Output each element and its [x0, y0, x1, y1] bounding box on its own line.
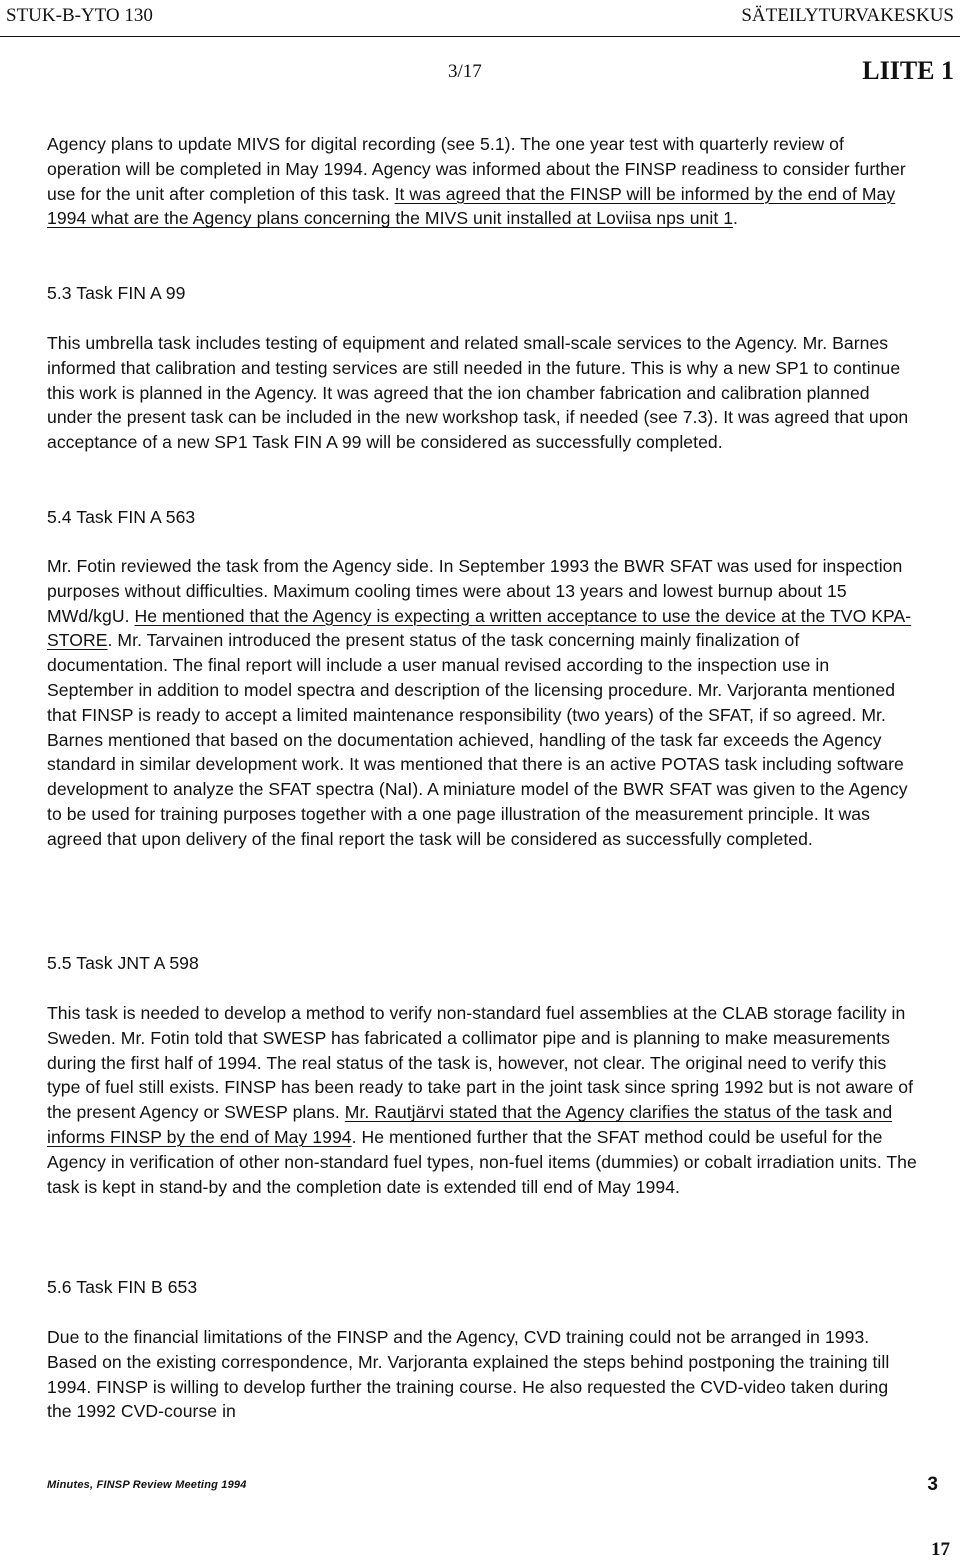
document-id: STUK-B-YTO 130: [6, 5, 153, 26]
annex-label: LIITE 1: [862, 56, 954, 85]
section-5-5-paragraph: [47, 1001, 917, 1199]
section-5-4-heading: 5.4 Task FIN A 563: [47, 507, 196, 527]
section-5-5-agreement: Mr. Rautjärvi stated that the Agency clarifies the status of the task and informs FINSP by the end of May 1994: [47, 1102, 893, 1147]
organization-name: SÄTEILYTURVAKESKUS: [741, 5, 954, 26]
footer-note: Minutes, FINSP Review Meeting 1994: [47, 1479, 247, 1491]
footer-page-number: 3: [927, 1474, 938, 1495]
section-5-4-agreement: He mentioned that the Agency is expecting a written acceptance to use the device at the TVO KPA-STORE: [47, 605, 912, 651]
intro-paragraph-lead: Agency plans to update MIVS for digital recording (see 5.1). The one year test with quarterly review of operation will be completed in May 1994. Agency was informed about the FINSP readiness to consider further use for the unit after completion of this task.: [47, 134, 906, 204]
intro-paragraph: [47, 132, 917, 231]
section-5-3-heading: 5.3 Task FIN A 99: [47, 283, 186, 303]
section-5-4-lead: Mr. Fotin reviewed the task from the Agency side. In September 1993 the BWR SFAT was used for inspection purposes without difficulties. Maximum cooling times were about 13 years and lowest burnup about 15 MWd/kgU.: [47, 556, 903, 626]
page-of-label: 3/17: [448, 61, 482, 82]
section-5-5-heading: 5.5 Task JNT A 598: [47, 953, 199, 973]
section-5-5-lead: This task is needed to develop a method to verify non-standard fuel assemblies at the CLAB storage facility in Sweden. Mr. Fotin told that SWESP has fabricated a collimator pipe and is planning to make measurements during the first half of 1994. The real status of the task is, however, not clear. The original need to verify this type of fuel still exists. FINSP has been ready to take part in the joint task since spring 1992 but is not aware of the present Agency or SWESP plans.: [47, 1003, 914, 1123]
section-5-6-paragraph: Due to the financial limitations of the FINSP and the Agency, CVD training could not be arranged in 1993. Based on the existing correspondence, Mr. Varjoranta explained the steps behind postponing the training till 1994. FINSP is willing to develop further the training course. He also requested the CVD-video taken during the 1992 CVD-course in: [47, 1327, 890, 1422]
footer-global-page-number: 17: [931, 1539, 950, 1560]
intro-paragraph-agreement: It was agreed that the FINSP will be informed by the end of May 1994 what are the Agency plans concerning the MIVS unit installed at Loviisa nps unit 1: [47, 183, 896, 229]
section-5-3-paragraph: This umbrella task includes testing of equipment and related small-scale services to the Agency. Mr. Barnes informed that calibration and testing services are still needed in the future. This is why a new SP1 to continue this work is planned in the Agency. It was agreed that the ion chamber fabrication and calibration planned under the present task can be included in the new workshop task, if needed (see 7.3). It was agreed that upon acceptance of a new SP1 Task FIN A 99 will be considered as successfully completed.: [47, 333, 909, 453]
section-5-5-tail: . He mentioned further that the SFAT method could be useful for the Agency in verification of other non-standard fuel types, non-fuel items (dummies) or cobalt irradiation units. The task is kept in stand-by and the completion date is extended till end of May 1994.: [47, 1126, 917, 1197]
section-5-4-tail: . Mr. Tarvainen introduced the present status of the task concerning mainly finalization of documentation. The final report will include a user manual revised according to the inspection use in September in addition to model spectra and description of the licensing procedure. Mr. Varjoranta mentioned that FINSP is ready to accept a limited maintenance responsibility (two years) of the SFAT, if so agreed. Mr. Barnes mentioned that based on the documentation achieved, handling of the task far exceeds the Agency standard in similar development work. It was mentioned that there is an active POTAS task including software development to analyze the SFAT spectra (NaI). A miniature model of the BWR SFAT was given to the Agency to be used for training purposes together with a one page illustration of the measurement principle. It was agreed that upon delivery of the final report the task will be considered as successfully completed.: [47, 630, 908, 849]
section-5-6-heading: 5.6 Task FIN B 653: [47, 1277, 198, 1297]
intro-paragraph-tail: .: [733, 208, 738, 229]
header-rule: [0, 36, 960, 37]
section-5-4-paragraph: [47, 554, 917, 852]
